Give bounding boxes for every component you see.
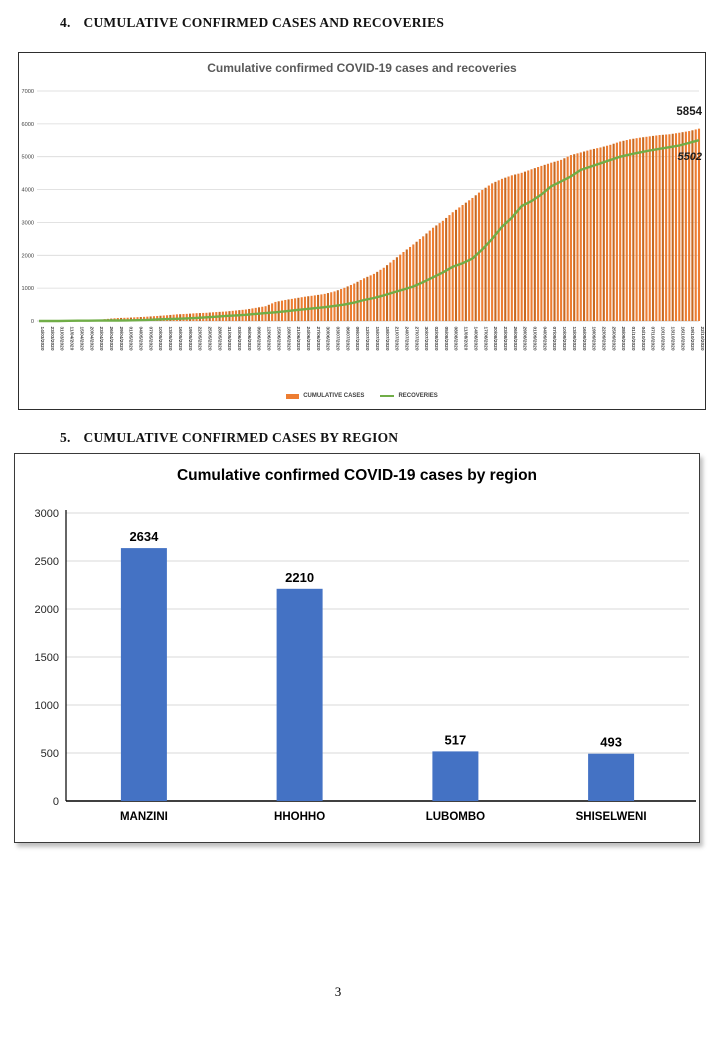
cases-recoveries-plot xyxy=(19,53,705,409)
svg-text:30/06/2020: 30/06/2020 xyxy=(324,326,330,351)
region-cases-chart xyxy=(14,453,700,843)
region-bars xyxy=(121,548,634,801)
svg-text:22/05/2020: 22/05/2020 xyxy=(196,326,202,351)
svg-text:20/04/2020: 20/04/2020 xyxy=(88,326,94,351)
legend-item-recoveries xyxy=(380,393,437,399)
svg-text:493: 493 xyxy=(600,734,622,750)
svg-text:1500: 1500 xyxy=(34,652,59,664)
svg-text:1000: 1000 xyxy=(21,286,34,293)
svg-text:2210: 2210 xyxy=(285,569,315,585)
legend-recoveries-label: RECOVERIES xyxy=(398,393,438,399)
svg-text:18/07/2020: 18/07/2020 xyxy=(383,326,389,351)
svg-text:4000: 4000 xyxy=(21,187,34,194)
svg-text:0: 0 xyxy=(30,319,34,325)
legend-cases-label: CUMULATIVE CASES xyxy=(303,393,365,399)
svg-text:14/08/2020: 14/08/2020 xyxy=(472,326,478,351)
svg-text:10/09/2020: 10/09/2020 xyxy=(561,326,567,351)
svg-text:21/07/2020: 21/07/2020 xyxy=(393,326,399,351)
svg-text:15/07/2020: 15/07/2020 xyxy=(373,326,379,351)
svg-text:29/08/2020: 29/08/2020 xyxy=(521,326,527,351)
svg-text:26/08/2020: 26/08/2020 xyxy=(511,326,517,351)
svg-text:15/06/2020: 15/06/2020 xyxy=(275,326,281,351)
svg-text:3000: 3000 xyxy=(21,220,34,227)
svg-text:23/04/2020: 23/04/2020 xyxy=(98,326,104,351)
section-4-title: CUMULATIVE CONFIRMED CASES AND RECOVERIES xyxy=(83,15,445,30)
svg-text:07/05/2020: 07/05/2020 xyxy=(147,326,153,351)
svg-text:517: 517 xyxy=(444,732,467,748)
svg-text:5000: 5000 xyxy=(21,154,34,161)
cases-swatch-icon xyxy=(286,394,299,399)
recoveries-swatch-icon xyxy=(380,395,394,397)
svg-text:500: 500 xyxy=(40,748,59,760)
svg-text:12/06/2020: 12/06/2020 xyxy=(265,326,271,351)
svg-text:2000: 2000 xyxy=(34,604,59,616)
svg-text:1000: 1000 xyxy=(34,700,59,712)
svg-text:24/07/2020: 24/07/2020 xyxy=(403,326,409,351)
svg-text:27/06/2020: 27/06/2020 xyxy=(314,326,320,351)
svg-text:10/10/2020: 10/10/2020 xyxy=(659,326,665,351)
svg-text:23/03/2020: 23/03/2020 xyxy=(48,326,54,351)
svg-text:01/05/2020: 01/05/2020 xyxy=(127,326,133,351)
chart1-legend xyxy=(19,393,705,399)
svg-text:17/08/2020: 17/08/2020 xyxy=(482,326,488,351)
svg-text:04/09/2020: 04/09/2020 xyxy=(541,326,547,351)
region-cases-plot xyxy=(15,454,699,842)
svg-text:13/10/2020: 13/10/2020 xyxy=(669,326,675,351)
svg-text:2634: 2634 xyxy=(129,529,159,545)
svg-text:11/04/2020: 11/04/2020 xyxy=(68,326,74,351)
svg-text:04/10/2020: 04/10/2020 xyxy=(639,326,645,351)
svg-text:10/05/2020: 10/05/2020 xyxy=(157,326,163,351)
chart1-title: Cumulative confirmed COVID-19 cases and recoveries xyxy=(207,61,517,75)
svg-text:18/06/2020: 18/06/2020 xyxy=(285,326,291,351)
bar-value-labels xyxy=(129,529,622,750)
svg-text:06/07/2020: 06/07/2020 xyxy=(344,326,350,351)
svg-text:19/05/2020: 19/05/2020 xyxy=(186,326,192,351)
y-axis-labels xyxy=(22,89,34,325)
svg-text:13/09/2020: 13/09/2020 xyxy=(570,326,576,351)
svg-text:31/03/2020: 31/03/2020 xyxy=(58,326,64,351)
section-5-title: CUMULATIVE CONFIRMED CASES BY REGION xyxy=(83,430,399,445)
svg-text:08/08/2020: 08/08/2020 xyxy=(452,326,458,351)
svg-text:09/06/2020: 09/06/2020 xyxy=(255,326,261,351)
chart2-title: Cumulative confirmed COVID-19 cases by region xyxy=(176,467,538,484)
svg-text:2500: 2500 xyxy=(34,556,59,568)
svg-text:HHOHHO: HHOHHO xyxy=(274,811,326,823)
svg-text:03/06/2020: 03/06/2020 xyxy=(236,326,241,351)
cumulative-cases-bars xyxy=(64,129,700,321)
svg-text:3000: 3000 xyxy=(34,508,59,520)
section-5-number: 5. xyxy=(60,430,71,445)
svg-text:13/05/2020: 13/05/2020 xyxy=(167,326,173,351)
svg-text:20/08/2020: 20/08/2020 xyxy=(492,326,498,351)
svg-text:28/05/2020: 28/05/2020 xyxy=(216,326,222,351)
svg-text:29/04/2020: 29/04/2020 xyxy=(117,326,123,351)
svg-text:07/09/2020: 07/09/2020 xyxy=(551,326,557,351)
svg-text:LUBOMBO: LUBOMBO xyxy=(425,811,486,823)
svg-text:03/07/2020: 03/07/2020 xyxy=(334,326,340,351)
svg-text:16/05/2020: 16/05/2020 xyxy=(176,326,182,351)
svg-text:25/09/2020: 25/09/2020 xyxy=(610,326,616,351)
svg-text:01/09/2020: 01/09/2020 xyxy=(531,326,537,351)
svg-text:12/07/2020: 12/07/2020 xyxy=(364,326,370,351)
svg-text:14/03/2020: 14/03/2020 xyxy=(39,326,44,351)
section-heading-5 xyxy=(60,430,398,446)
recoveries-end-label: 5502 xyxy=(677,151,702,163)
svg-text:22/10/2020: 22/10/2020 xyxy=(699,326,704,351)
svg-text:2000: 2000 xyxy=(21,253,34,260)
svg-text:MANZINI: MANZINI xyxy=(119,811,168,823)
svg-text:28/09/2020: 28/09/2020 xyxy=(620,326,626,351)
x-axis-labels xyxy=(39,327,705,351)
svg-text:30/07/2020: 30/07/2020 xyxy=(423,326,429,351)
svg-text:25/05/2020: 25/05/2020 xyxy=(206,326,212,351)
page-number: 3 xyxy=(334,984,342,999)
svg-text:26/04/2020: 26/04/2020 xyxy=(108,326,113,351)
section-heading-4 xyxy=(60,15,444,31)
svg-text:27/07/2020: 27/07/2020 xyxy=(413,326,419,351)
cases-recoveries-chart xyxy=(18,52,706,410)
svg-text:21/06/2020: 21/06/2020 xyxy=(295,326,301,351)
svg-text:05/08/2020: 05/08/2020 xyxy=(442,326,448,351)
legend-item-cases xyxy=(286,393,364,399)
svg-text:16/10/2020: 16/10/2020 xyxy=(679,326,685,351)
svg-text:09/07/2020: 09/07/2020 xyxy=(354,326,360,351)
svg-text:06/06/2020: 06/06/2020 xyxy=(245,326,251,351)
svg-text:07/10/2020: 07/10/2020 xyxy=(649,326,655,351)
cases-end-label: 5854 xyxy=(676,106,702,118)
svg-text:23/08/2020: 23/08/2020 xyxy=(502,326,507,351)
y-axis-labels xyxy=(35,508,59,808)
svg-text:16/09/2020: 16/09/2020 xyxy=(580,326,586,351)
category-labels xyxy=(120,811,647,823)
svg-text:24/06/2020: 24/06/2020 xyxy=(305,326,310,351)
svg-text:15/04/2020: 15/04/2020 xyxy=(78,326,84,351)
svg-text:22/09/2020: 22/09/2020 xyxy=(600,326,606,351)
svg-text:19/09/2020: 19/09/2020 xyxy=(590,326,596,351)
svg-text:01/10/2020: 01/10/2020 xyxy=(630,326,635,351)
svg-text:7000: 7000 xyxy=(21,89,34,95)
svg-text:04/05/2020: 04/05/2020 xyxy=(137,326,143,351)
svg-text:31/05/2020: 31/05/2020 xyxy=(226,326,232,351)
svg-text:02/08/2020: 02/08/2020 xyxy=(433,326,438,351)
svg-text:11/08/2020: 11/08/2020 xyxy=(462,326,468,351)
svg-text:6000: 6000 xyxy=(21,121,34,128)
svg-text:SHISELWENI: SHISELWENI xyxy=(575,811,647,823)
svg-text:0: 0 xyxy=(52,796,59,808)
section-4-number: 4. xyxy=(60,15,71,30)
svg-text:19/10/2020: 19/10/2020 xyxy=(689,326,695,351)
